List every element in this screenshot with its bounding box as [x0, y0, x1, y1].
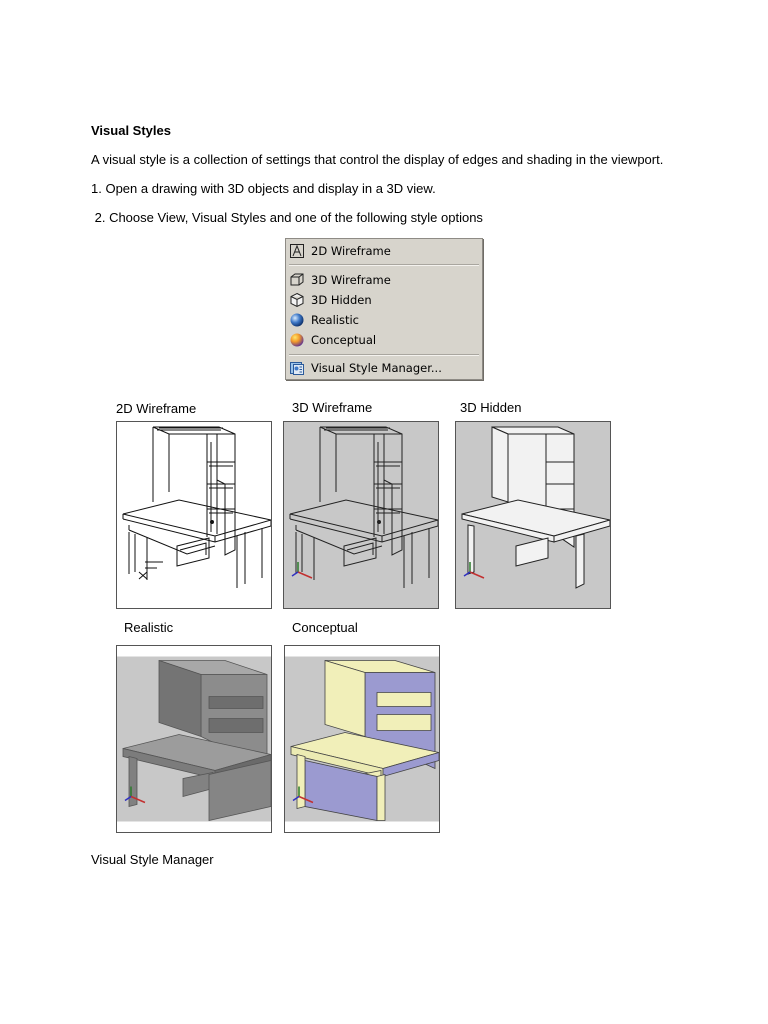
menu-item-label: Conceptual: [311, 333, 377, 347]
desk-conceptual-illustration: [285, 646, 439, 832]
2d-wireframe-icon: [289, 243, 305, 259]
panel-conceptual: [284, 645, 440, 833]
step-1: 1. Open a drawing with 3D objects and display in a 3D view.: [91, 181, 436, 196]
conceptual-sphere-icon: [289, 332, 305, 348]
menu-item-3d-wireframe[interactable]: [289, 271, 391, 289]
3d-hidden-icon: [289, 292, 305, 308]
menu-item-visual-style-manager[interactable]: [289, 359, 442, 377]
menu-item-label: 3D Wireframe: [311, 273, 391, 287]
menu-item-conceptual[interactable]: [289, 331, 376, 349]
desk-2d-wireframe-illustration: [117, 422, 271, 608]
panel-label-3d-hidden: 3D Hidden: [460, 400, 522, 415]
menu-item-2d-wireframe[interactable]: [289, 242, 391, 260]
panel-realistic: [116, 645, 272, 833]
3d-wireframe-icon: [289, 272, 305, 288]
realistic-sphere-icon: [289, 312, 305, 328]
menu-item-label: Visual Style Manager...: [311, 361, 442, 375]
menu-item-label: Realistic: [311, 313, 360, 327]
panel-3d-wireframe: [283, 421, 439, 609]
panel-label-conceptual: Conceptual: [292, 620, 358, 635]
heading: Visual Styles: [91, 123, 171, 138]
intro-paragraph: A visual style is a collection of settings that control the display of edges and shading in the viewport.: [91, 152, 664, 167]
desk-realistic-illustration: [117, 646, 271, 832]
desk-3d-wireframe-illustration: [284, 422, 438, 608]
desk-3d-hidden-illustration: [456, 422, 610, 608]
panel-label-2d-wireframe: 2D Wireframe: [116, 401, 197, 416]
panel-2d-wireframe: [116, 421, 272, 609]
menu-item-label: 3D Hidden: [311, 293, 372, 307]
menu-item-realistic[interactable]: [289, 311, 359, 329]
step-2: 2. Choose View, Visual Styles and one of the following style options: [91, 210, 483, 225]
menu-separator: [289, 354, 479, 356]
panel-label-realistic: Realistic: [124, 620, 174, 635]
menu-item-label: 2D Wireframe: [311, 244, 391, 258]
panel-label-3d-wireframe: 3D Wireframe: [292, 400, 373, 415]
footer-heading: Visual Style Manager: [91, 852, 214, 867]
menu-separator: [289, 264, 479, 266]
menu-item-3d-hidden[interactable]: [289, 291, 372, 309]
panel-3d-hidden: [455, 421, 611, 609]
visual-styles-menu: [285, 238, 483, 380]
style-manager-icon: [289, 360, 305, 376]
